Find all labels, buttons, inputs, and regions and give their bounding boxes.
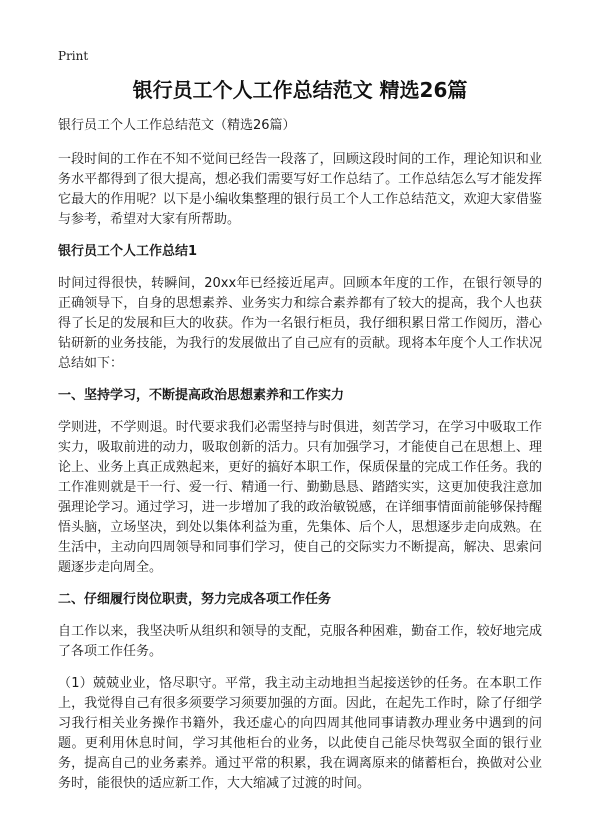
section-2-heading: 二、仔细履行岗位职责，努力完成各项工作任务	[58, 592, 332, 607]
intro-paragraph: 一段时间的工作在不知不觉间已经告一段落了，回顾这段时间的工作，理论知识和业务水平都得到了很大提高，想必我们需要写好工作总结了。工作总结怎么写才能发挥它最大的作用呢？以下是小编收集整理的银行员工个人工作总结范文，欢迎大家借鉴与参考，希望对大家有所帮助。	[58, 152, 542, 227]
document-subtitle: 银行员工个人工作总结范文（精选26篇）	[58, 118, 296, 133]
document-title: 银行员工个人工作总结范文 精选26篇	[132, 78, 468, 102]
print-link[interactable]: Print	[58, 49, 89, 63]
heading-summary-1: 银行员工个人工作总结1	[58, 244, 198, 259]
section-2-paragraph: 自工作以来，我坚决听从组织和领导的支配，克服各种困难，勤奋工作，较好地完成了各项工作任务。	[58, 624, 542, 659]
section-1-paragraph: 学则进，不学则退。时代要求我们必需坚持与时俱进，刻苦学习，在学习中吸取工作实力，吸取前进的动力，吸取创新的活力。只有加强学习，才能使自己在思想上、理论上、业务上真正成熟起来，更好的搞好本职工作，保质保量的完成工作任务。我的工作准则就是干一行、爱一行、精通一行、勤勤恳恳、踏踏实实，这更加使我注意加强理论学习。通过学习，进一步增加了我的政治敏锐感，在详细事情面前能够保持醒悟头脑，立场坚决，到处以集体利益为重，先集体、后个人，思想逐步走向成熟。在生活中，主动向四周领导和同事们学习，使自己的交际实力不断提高，解决、思索问题逐步走向周全。	[58, 420, 542, 575]
summary-1-paragraph: 时间过得很快，转瞬间，20xx年已经接近尾声。回顾本年度的工作，在银行领导的正确领导下，自身的思想素养、业务实力和综合素养都有了较大的提高，我个人也获得了长足的发展和巨大的收获。作为一名银行柜员，我仔细积累日常工作阅历，潜心钻研新的业务技能，为我行的发展做出了自己应有的贡献。现将本年度个人工作状况总结如下：	[58, 276, 542, 371]
section-2-item-1: （1）兢兢业业，恪尽职守。平常，我主动主动地担当起接送钞的任务。在本职工作上，我觉得自己有很多须要学习须要加强的方面。因此，在起先工作时，除了仔细学习我行相关业务操作书籍外，我还虚心的向四周其他同事请教办理业务中遇到的问题。更利用休息时间，学习其他柜台的业务，以此使自己能尽快驾驭全面的银行业务，提高自己的业务素养。通过平常的积累，我在调离原来的储蓄柜台，换做对公业务时，能很快的适应新工作，大大缩减了过渡的时间。	[58, 676, 542, 791]
section-1-heading: 一、坚持学习，不断提高政治思想素养和工作实力	[58, 388, 345, 403]
